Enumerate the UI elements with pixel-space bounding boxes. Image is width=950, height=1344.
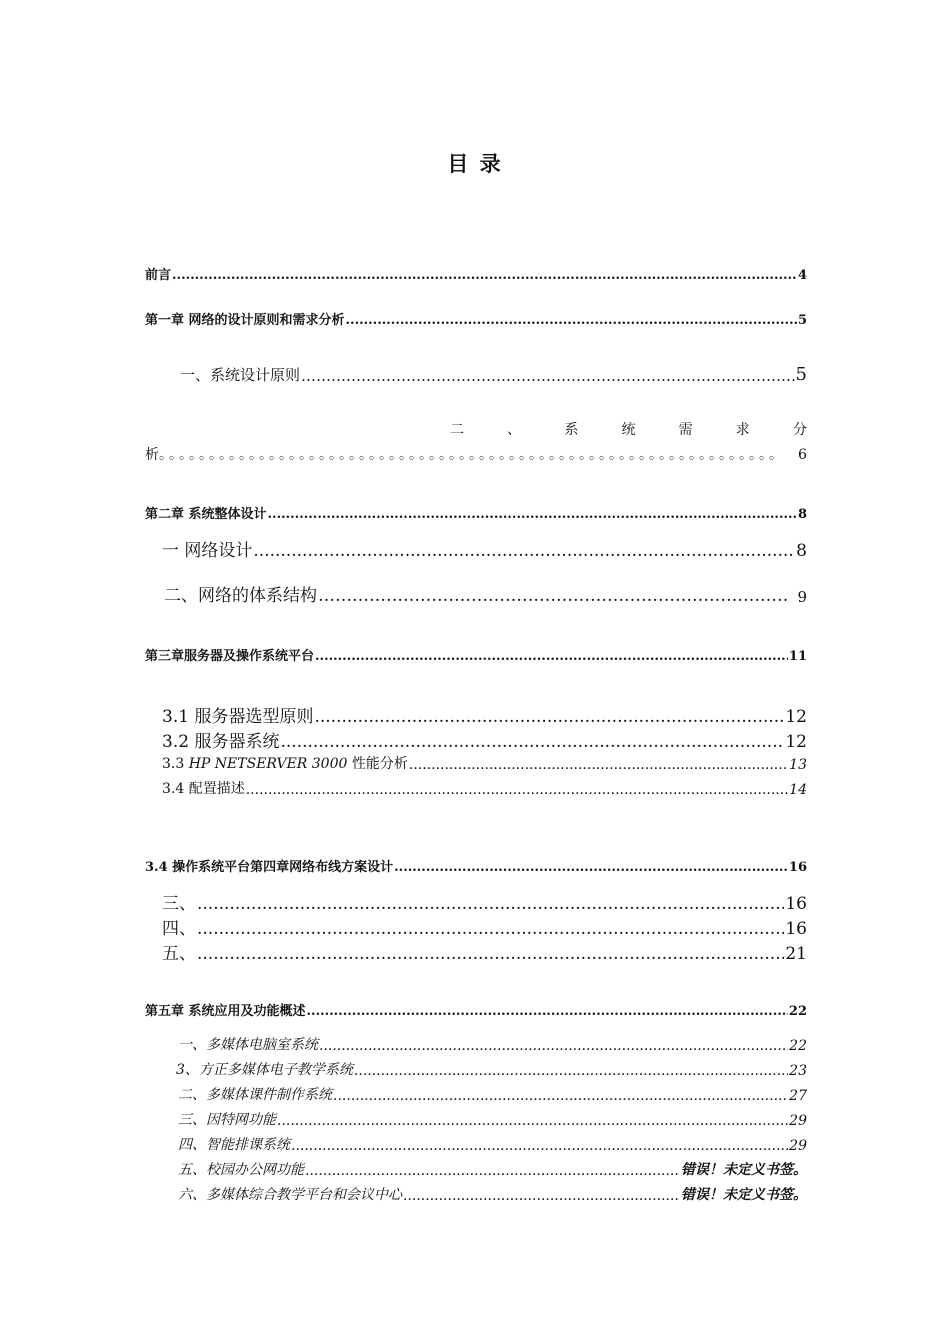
toc-leader — [314, 707, 784, 727]
toc-char: 二 — [450, 422, 464, 438]
toc-label: 六、多媒体综合教学平台和会议中心 — [178, 1187, 402, 1203]
toc-leader — [291, 1138, 788, 1154]
toc-leader — [246, 782, 788, 798]
toc-label: 五、校园办公网功能 — [178, 1162, 304, 1178]
toc-page: 29 — [789, 1113, 807, 1129]
toc-entry-3-2[interactable] — [162, 727, 807, 752]
toc-label: 三、因特网功能 — [178, 1112, 276, 1128]
toc-leader — [307, 1004, 788, 1019]
toc-label: 第三章服务器及操作系统平台 — [145, 649, 315, 664]
toc-leader — [197, 919, 784, 939]
toc-label: 四、 — [162, 919, 196, 939]
toc-label: 一、系统设计原则 — [180, 366, 301, 384]
toc-page: 5 — [797, 313, 807, 328]
toc-label: 第一章 网络的设计原则和需求分析 — [145, 313, 345, 328]
toc-entry-chapter-1[interactable] — [145, 309, 807, 328]
toc-entry-5-3[interactable] — [178, 1084, 807, 1104]
toc-page: 27 — [789, 1088, 807, 1104]
toc-char: 分 — [792, 422, 807, 438]
toc-page: 6 — [798, 447, 807, 463]
toc-label: 3.3 HP NETSERVER 3000 性能分析 — [162, 756, 408, 772]
toc-char: 需 — [678, 422, 693, 438]
toc-page: 16 — [788, 860, 807, 875]
toc-entry-3-3[interactable] — [162, 753, 807, 773]
toc-leader — [172, 268, 797, 283]
toc-char: 统 — [621, 422, 636, 438]
toc-label: 四、智能排课系统 — [178, 1137, 290, 1153]
toc-label: 前言 — [145, 268, 172, 283]
toc-page: 5 — [795, 364, 807, 385]
toc-page: 9 — [797, 588, 807, 606]
toc-entry-2-2[interactable] — [164, 581, 807, 606]
toc-char: 系 — [564, 422, 579, 438]
toc-leader — [394, 860, 788, 875]
toc-leader — [354, 1063, 788, 1079]
toc-char: 、 — [507, 422, 522, 438]
toc-entry-5-4[interactable] — [178, 1109, 807, 1129]
toc-label: 第五章 系统应用及功能概述 — [145, 1004, 306, 1019]
toc-page: 14 — [789, 782, 807, 798]
toc-entry-4-5[interactable] — [162, 939, 807, 964]
toc-entry-chapter-2[interactable] — [145, 503, 807, 522]
toc-page: 16 — [785, 894, 807, 914]
toc-entry-5-2[interactable] — [176, 1059, 807, 1079]
toc-label: 二、网络的体系结构 — [164, 586, 317, 606]
toc-entry-3-1[interactable] — [162, 702, 807, 727]
toc-page: 22 — [789, 1038, 807, 1054]
toc-entry-1-2[interactable] — [450, 419, 807, 439]
toc-page: 13 — [789, 757, 807, 773]
toc-label-tail: 析 — [145, 447, 159, 463]
toc-label: 二、多媒体课件制作系统 — [178, 1087, 332, 1103]
toc-label: 3、方正多媒体电子教学系统 — [176, 1062, 353, 1078]
toc-page: 22 — [788, 1004, 807, 1019]
toc-label: 五、 — [162, 944, 196, 964]
toc-leader — [333, 1088, 788, 1104]
toc-page: 8 — [796, 541, 807, 561]
toc-label: 3.4 操作系统平台第四章网络布线方案设计 — [145, 860, 394, 875]
toc-entry-4-4[interactable] — [162, 914, 807, 939]
toc-entry-5-6[interactable] — [178, 1159, 807, 1179]
toc-label: 3.4 配置描述 — [162, 781, 245, 797]
toc-entry-chapter-3[interactable] — [145, 645, 807, 664]
toc-leader — [280, 732, 784, 752]
toc-page: 12 — [785, 732, 807, 752]
toc-page: 12 — [785, 707, 807, 727]
page-title: 目 录 — [447, 151, 503, 176]
toc-leader — [197, 944, 784, 964]
toc-page: 8 — [797, 507, 807, 522]
toc-leader — [315, 649, 788, 664]
toc-leader — [403, 1188, 680, 1204]
toc-leader — [409, 757, 788, 773]
toc-page: 16 — [785, 919, 807, 939]
toc-entry-5-1[interactable] — [178, 1034, 807, 1054]
toc-entry-preface[interactable] — [145, 264, 807, 283]
toc-leader — [346, 313, 797, 328]
toc-entry-2-1[interactable] — [162, 536, 807, 561]
toc-char: 求 — [735, 422, 750, 438]
toc-page-error: 错误！未定义书签。 — [681, 1162, 807, 1178]
toc-entry-5-5[interactable] — [178, 1134, 807, 1154]
toc-label: 一 网络设计 — [162, 541, 253, 561]
toc-label: 3.2 服务器系统 — [162, 732, 280, 752]
toc-label: 第二章 系统整体设计 — [145, 507, 267, 522]
toc-page: 29 — [789, 1138, 807, 1154]
toc-leader — [197, 894, 784, 914]
toc-page-error: 错误！未定义书签。 — [681, 1187, 807, 1203]
toc-page: 4 — [797, 268, 807, 283]
toc-leader — [318, 586, 788, 606]
toc-label: 三、 — [162, 894, 196, 914]
toc-label: 3.1 服务器选型原则 — [162, 707, 314, 727]
toc-label: 一、多媒体电脑室系统 — [178, 1037, 318, 1053]
toc-leader — [277, 1113, 788, 1129]
toc-leader — [305, 1163, 680, 1179]
toc-leader: 。。。。。。。。。。。。。。。。。。。。。。。。。。。。。。。。。。。。。。。。。。。。。。。。。。。。。。。。。。。。。。 — [159, 447, 786, 463]
toc-entry-4-3[interactable] — [162, 889, 807, 914]
toc-page: 23 — [789, 1063, 807, 1079]
toc-leader — [268, 507, 797, 522]
toc-entry-chapter-4[interactable] — [145, 856, 807, 875]
toc-entry-chapter-5[interactable] — [145, 1000, 807, 1019]
toc-leader — [253, 541, 795, 561]
toc-page: 11 — [788, 649, 807, 664]
toc-page: 21 — [785, 944, 807, 964]
toc-leader — [301, 367, 795, 385]
toc-entry-1-2-continued[interactable] — [145, 444, 807, 464]
toc-entry-3-4[interactable] — [162, 778, 807, 798]
toc-entry-1-1[interactable] — [180, 364, 807, 385]
toc-leader — [319, 1038, 788, 1054]
toc-entry-5-7[interactable] — [178, 1184, 807, 1204]
